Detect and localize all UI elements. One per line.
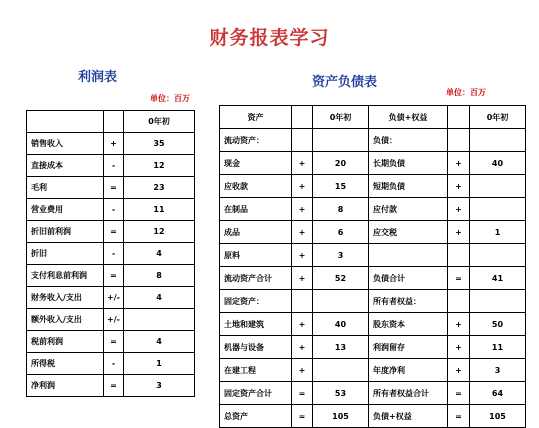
asset-operator: + xyxy=(292,313,313,336)
page-title: 财务报表学习 xyxy=(209,27,330,49)
asset-label: 流动资产： xyxy=(220,129,292,152)
income-row xyxy=(27,177,195,199)
income-header-cell: 0年初 xyxy=(124,111,195,133)
asset-value: 105 xyxy=(313,405,369,428)
asset-label: 流动资产合计 xyxy=(220,267,292,290)
asset-value: 3 xyxy=(313,244,369,267)
balance-header-cell: 0年初 xyxy=(470,106,526,129)
liability-value: 3 xyxy=(470,359,526,382)
asset-value xyxy=(313,129,369,152)
liability-operator xyxy=(448,290,470,313)
liability-label: 应付款 xyxy=(369,198,448,221)
balance-header-cell: 资产 xyxy=(220,106,292,129)
liability-operator: + xyxy=(448,359,470,382)
liability-value: 1 xyxy=(470,221,526,244)
balance-sheet-title: 资产负债表 xyxy=(312,75,378,90)
balance-row xyxy=(220,359,526,382)
balance-row xyxy=(220,267,526,290)
asset-label: 在建工程 xyxy=(220,359,292,382)
balance-header-cell: 负债+权益 xyxy=(369,106,448,129)
income-row xyxy=(27,309,195,331)
balance-header-cell xyxy=(448,106,470,129)
asset-operator: + xyxy=(292,221,313,244)
income-item-value: 3 xyxy=(124,375,195,397)
asset-label: 应收款 xyxy=(220,175,292,198)
balance-row xyxy=(220,152,526,175)
liability-value xyxy=(470,198,526,221)
liability-label xyxy=(369,244,448,267)
balance-row xyxy=(220,313,526,336)
asset-operator xyxy=(292,290,313,313)
liability-label: 负债： xyxy=(369,129,448,152)
income-item-value: 4 xyxy=(124,243,195,265)
liability-label: 应交税 xyxy=(369,221,448,244)
liability-label: 所有者权益： xyxy=(369,290,448,313)
asset-label: 固定资产： xyxy=(220,290,292,313)
liability-value xyxy=(470,290,526,313)
liability-value: 41 xyxy=(470,267,526,290)
balance-row xyxy=(220,244,526,267)
income-item-value: 4 xyxy=(124,331,195,353)
asset-value xyxy=(313,290,369,313)
liability-value: 105 xyxy=(470,405,526,428)
income-item-label: 所得税 xyxy=(27,353,104,375)
balance-row xyxy=(220,336,526,359)
income-row xyxy=(27,155,195,177)
liability-operator xyxy=(448,244,470,267)
liability-label: 年度净利 xyxy=(369,359,448,382)
asset-operator xyxy=(292,129,313,152)
income-item-value: 4 xyxy=(124,287,195,309)
income-item-operator: - xyxy=(104,155,124,177)
income-item-value: 12 xyxy=(124,155,195,177)
income-item-operator: +/- xyxy=(104,309,124,331)
asset-value: 20 xyxy=(313,152,369,175)
liability-operator: = xyxy=(448,382,470,405)
liability-value: 11 xyxy=(470,336,526,359)
income-item-value: 23 xyxy=(124,177,195,199)
income-statement-table xyxy=(26,110,195,397)
balance-row xyxy=(220,221,526,244)
income-item-operator: +/- xyxy=(104,287,124,309)
income-item-operator: = xyxy=(104,265,124,287)
income-row xyxy=(27,375,195,397)
asset-label: 固定资产合计 xyxy=(220,382,292,405)
liability-operator: + xyxy=(448,152,470,175)
liability-value xyxy=(470,175,526,198)
income-item-operator: = xyxy=(104,331,124,353)
liability-label: 负债合计 xyxy=(369,267,448,290)
income-row xyxy=(27,221,195,243)
balance-row xyxy=(220,129,526,152)
liability-value xyxy=(470,129,526,152)
liability-operator: = xyxy=(448,267,470,290)
income-row xyxy=(27,265,195,287)
income-item-label: 营业费用 xyxy=(27,199,104,221)
income-item-label: 额外收入/支出 xyxy=(27,309,104,331)
balance-header-cell: 0年初 xyxy=(313,106,369,129)
liability-operator: + xyxy=(448,198,470,221)
liability-value xyxy=(470,244,526,267)
asset-label: 在制品 xyxy=(220,198,292,221)
asset-operator: + xyxy=(292,359,313,382)
asset-label: 成品 xyxy=(220,221,292,244)
asset-value: 13 xyxy=(313,336,369,359)
asset-operator: + xyxy=(292,175,313,198)
income-statement-title: 利润表 xyxy=(78,70,118,85)
liability-label: 所有者权益合计 xyxy=(369,382,448,405)
income-header-cell xyxy=(104,111,124,133)
income-item-label: 折旧前利润 xyxy=(27,221,104,243)
liability-label: 股东资本 xyxy=(369,313,448,336)
income-item-operator: - xyxy=(104,353,124,375)
asset-value: 53 xyxy=(313,382,369,405)
liability-operator: + xyxy=(448,175,470,198)
income-item-label: 支付利息前利润 xyxy=(27,265,104,287)
asset-label: 机器与设备 xyxy=(220,336,292,359)
income-item-value: 12 xyxy=(124,221,195,243)
asset-label: 原料 xyxy=(220,244,292,267)
liability-operator: = xyxy=(448,405,470,428)
asset-operator: + xyxy=(292,336,313,359)
income-item-label: 毛利 xyxy=(27,177,104,199)
income-row xyxy=(27,287,195,309)
income-item-operator: = xyxy=(104,177,124,199)
asset-operator: = xyxy=(292,405,313,428)
liability-label: 利润留存 xyxy=(369,336,448,359)
balance-row xyxy=(220,382,526,405)
income-row xyxy=(27,199,195,221)
liability-label: 短期负债 xyxy=(369,175,448,198)
asset-value: 8 xyxy=(313,198,369,221)
income-row xyxy=(27,353,195,375)
asset-operator: + xyxy=(292,198,313,221)
income-row xyxy=(27,133,195,155)
asset-label: 现金 xyxy=(220,152,292,175)
asset-label: 土地和建筑 xyxy=(220,313,292,336)
income-item-operator: = xyxy=(104,221,124,243)
income-row xyxy=(27,243,195,265)
income-item-value xyxy=(124,309,195,331)
asset-value: 15 xyxy=(313,175,369,198)
income-item-label: 折旧 xyxy=(27,243,104,265)
balance-header-cell xyxy=(292,106,313,129)
asset-value: 6 xyxy=(313,221,369,244)
income-row xyxy=(27,331,195,353)
balance-sheet-table xyxy=(219,105,526,428)
liability-value: 40 xyxy=(470,152,526,175)
income-header-cell xyxy=(27,111,104,133)
income-item-label: 直接成本 xyxy=(27,155,104,177)
asset-label: 总资产 xyxy=(220,405,292,428)
balance-row xyxy=(220,405,526,428)
asset-value: 40 xyxy=(313,313,369,336)
income-unit-label: 单位：百万 xyxy=(150,94,190,103)
income-item-label: 销售收入 xyxy=(27,133,104,155)
income-item-operator: - xyxy=(104,199,124,221)
balance-unit-label: 单位：百万 xyxy=(446,88,486,97)
income-item-label: 税前利润 xyxy=(27,331,104,353)
income-item-operator: + xyxy=(104,133,124,155)
liability-value: 64 xyxy=(470,382,526,405)
income-item-value: 35 xyxy=(124,133,195,155)
liability-operator xyxy=(448,129,470,152)
liability-operator: + xyxy=(448,313,470,336)
asset-operator: = xyxy=(292,382,313,405)
liability-label: 长期负债 xyxy=(369,152,448,175)
asset-value xyxy=(313,359,369,382)
income-item-label: 净利润 xyxy=(27,375,104,397)
liability-operator: + xyxy=(448,221,470,244)
income-item-operator: - xyxy=(104,243,124,265)
income-header-row xyxy=(27,111,195,133)
asset-value: 52 xyxy=(313,267,369,290)
asset-operator: + xyxy=(292,267,313,290)
income-item-value: 8 xyxy=(124,265,195,287)
balance-row xyxy=(220,290,526,313)
balance-row xyxy=(220,198,526,221)
balance-header-row xyxy=(220,106,526,129)
liability-value: 50 xyxy=(470,313,526,336)
income-item-label: 财务收入/支出 xyxy=(27,287,104,309)
income-item-value: 1 xyxy=(124,353,195,375)
balance-row xyxy=(220,175,526,198)
asset-operator: + xyxy=(292,244,313,267)
asset-operator: + xyxy=(292,152,313,175)
income-item-operator: = xyxy=(104,375,124,397)
income-item-value: 11 xyxy=(124,199,195,221)
liability-label: 负债+权益 xyxy=(369,405,448,428)
liability-operator: + xyxy=(448,336,470,359)
